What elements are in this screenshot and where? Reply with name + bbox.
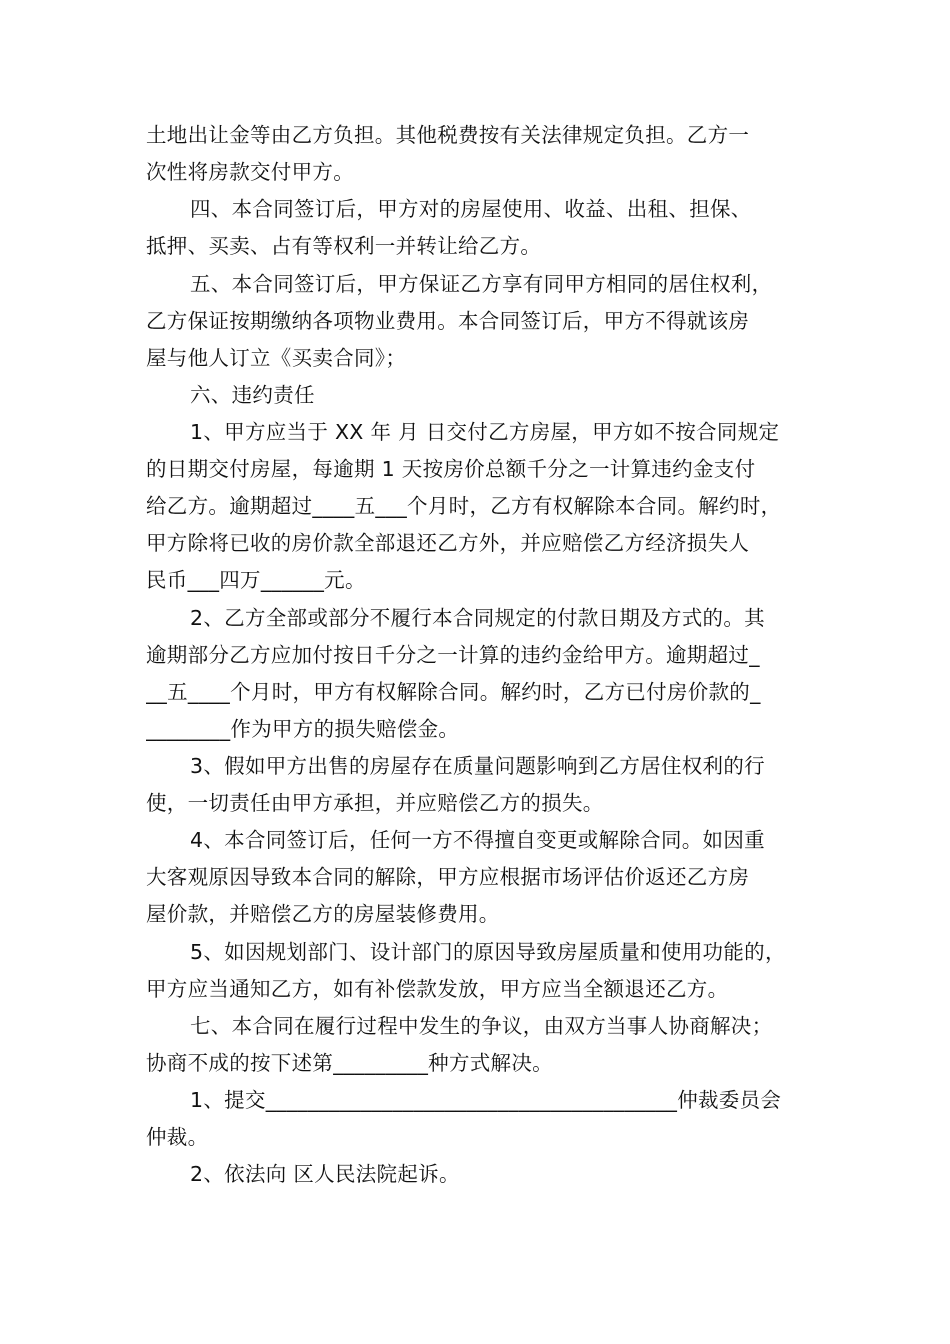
text-line: 五、本合同签订后，甲方保证乙方享有同甲方相同的居住权利， xyxy=(190,272,773,296)
text-line: 5、如因规划部门、设计部门的原因导致房屋质量和使用功能的， xyxy=(190,940,786,964)
section-heading: 六、违约责任 xyxy=(190,383,315,407)
text-line: ________作为甲方的损失赔偿金。 xyxy=(146,717,460,741)
text-line: 1、提交_______________________________________仲裁委员会 xyxy=(190,1088,782,1112)
text-line: 给乙方。逾期超过____五___个月时，乙方有权解除本合同。解约时， xyxy=(146,494,782,518)
text-line: 土地出让金等由乙方负担。其他税费按有关法律规定负担。乙方一 xyxy=(146,123,750,147)
text-line: 次性将房款交付甲方。 xyxy=(146,160,354,184)
text-line: 四、本合同签订后，甲方对的房屋使用、收益、出租、担保、 xyxy=(190,197,752,221)
text-line: 七、本合同在履行过程中发生的争议，由双方当事人协商解决； xyxy=(190,1014,773,1038)
text-line: 4、本合同签订后，任何一方不得擅自变更或解除合同。如因重 xyxy=(190,828,765,852)
text-line: 屋价款，并赔偿乙方的房屋装修费用。 xyxy=(146,902,500,926)
text-line: 2、依法向 区人民法院起诉。 xyxy=(190,1162,460,1186)
text-line: 协商不成的按下述第_________种方式解决。 xyxy=(146,1051,553,1075)
text-line: 乙方保证按期缴纳各项物业费用。本合同签订后，甲方不得就该房 xyxy=(146,309,750,333)
text-line: 屋与他人订立《买卖合同》； xyxy=(146,346,407,370)
text-line: 的日期交付房屋，每逾期 1 天按房价总额千分之一计算违约金支付 xyxy=(146,457,756,481)
text-line: 甲方应当通知乙方，如有补偿款发放，甲方应当全额退还乙方。 xyxy=(146,977,729,1001)
text-line: 抵押、买卖、占有等权利一并转让给乙方。 xyxy=(146,234,542,258)
text-line: 1、甲方应当于 XX 年 月 日交付乙方房屋，甲方如不按合同规定 xyxy=(190,420,780,444)
text-line: 使，一切责任由甲方承担，并应赔偿乙方的损失。 xyxy=(146,791,604,815)
text-line: 民币___四万______元。 xyxy=(146,568,366,592)
text-line: 3、假如甲方出售的房屋存在质量问题影响到乙方居住权利的行 xyxy=(190,754,765,778)
text-line: 大客观原因导致本合同的解除，甲方应根据市场评估价返还乙方房 xyxy=(146,865,750,889)
text-line: __五____个月时，甲方有权解除合同。解约时，乙方已付房价款的_ xyxy=(146,680,761,704)
text-line: 2、乙方全部或部分不履行本合同规定的付款日期及方式的。其 xyxy=(190,606,765,630)
text-line: 甲方除将已收的房价款全部退还乙方外，并应赔偿乙方经济损失人 xyxy=(146,531,750,555)
text-line: 逾期部分乙方应加付按日千分之一计算的违约金给甲方。逾期超过_ xyxy=(146,643,760,667)
text-line: 仲裁。 xyxy=(146,1125,209,1149)
